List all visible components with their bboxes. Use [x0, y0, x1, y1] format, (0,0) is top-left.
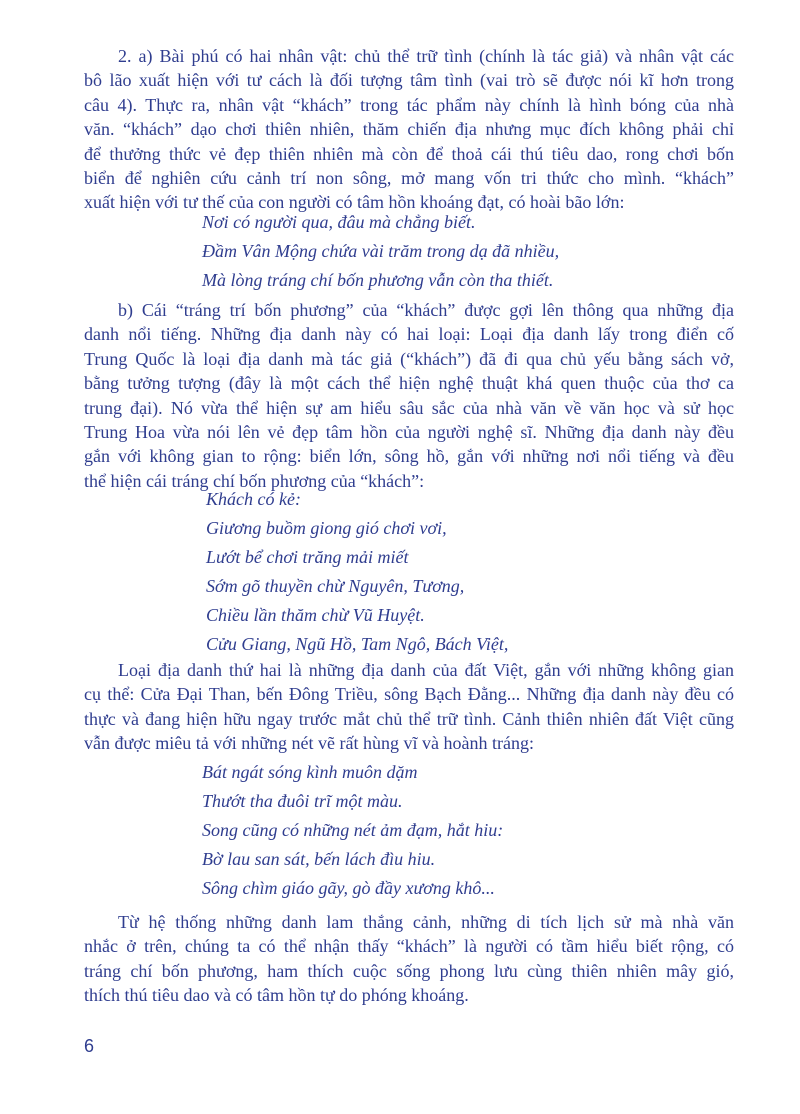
- paragraph-line: câu 4). Thực ra, nhân vật “khách” trong tác phẩm này chính là hình bóng của nhà: [84, 94, 734, 115]
- poem-line: Sông chìm giáo gãy, gò đầy xương khô...: [202, 878, 495, 898]
- poem-line: Bát ngát sóng kình muôn dặm: [202, 762, 418, 782]
- paragraph-line: văn. “khách” dạo chơi thiên nhiên, thăm chiến địa nhưng mục đích không phải chỉ: [84, 119, 734, 140]
- paragraph-conclusion: [84, 910, 734, 1008]
- paragraph-2b: [84, 298, 734, 493]
- page-number: 6: [84, 1036, 95, 1056]
- paragraph-line: thích thú tiêu dao và có tâm hồn tự do phóng khoáng.: [84, 985, 469, 1006]
- poem-line: Bờ lau san sát, bến lách đìu hiu.: [202, 849, 436, 869]
- paragraph-line: Từ hệ thống những danh lam thắng cảnh, những di tích lịch sử mà nhà văn: [118, 912, 734, 932]
- poem-line: Giương buồm giong gió chơi vơi,: [206, 518, 447, 538]
- paragraph-line: thực và đang hiện hữu ngay trước mắt chủ thể trữ tình. Cảnh thiên nhiên đất Việt cũng: [84, 708, 734, 729]
- poem-line: Cửu Giang, Ngũ Hồ, Tam Ngô, Bách Việt,: [206, 634, 509, 654]
- paragraph-line: xuất hiện với tư thế của con người có tâm hồn khoáng đạt, có hoài bão lớn:: [84, 192, 625, 213]
- paragraph-line: biển để nghiên cứu cảnh trí non sông, mở mang vốn tri thức cho mình. “khách”: [84, 168, 734, 189]
- poem-line: Nơi có người qua, đâu mà chẳng biết.: [202, 212, 476, 232]
- poem-line: Lướt bể chơi trăng mải miết: [206, 547, 409, 567]
- poem-line: Chiều lần thăm chừ Vũ Huyệt.: [206, 605, 425, 625]
- paragraph-line: Trung Hoa vừa nói lên vẻ đẹp tâm hồn của người nghệ sĩ. Những địa danh này đều: [84, 422, 734, 443]
- paragraph-line: vẫn được miêu tả với những nét vẽ rất hùng vĩ và hoành tráng:: [84, 733, 534, 754]
- paragraph-line: để thưởng thức vẻ đẹp thiên nhiên mà còn để thoả cái thú tiêu dao, rong chơi bốn: [84, 143, 734, 164]
- poem-line: Đầm Vân Mộng chứa vài trăm trong dạ đã nhiều,: [202, 241, 560, 261]
- poem-line: Khách có kẻ:: [206, 489, 301, 509]
- paragraph-line: bô lão xuất hiện với tư cách là đối tượng tâm tình (vai trò sẽ được nói kĩ hơn trong: [84, 70, 734, 91]
- paragraph-line: gắn với không gian to rộng: biển lớn, sông hồ, gắn với những nơi nổi tiếng và đều: [84, 446, 734, 467]
- paragraph-2a: [84, 44, 734, 215]
- paragraph-line: cụ thể: Cửa Đại Than, bến Đông Triều, sông Bạch Đằng... Những địa danh này đều có: [84, 684, 734, 705]
- paragraph-line: Loại địa danh thứ hai là những địa danh của đất Việt, gắn với những không gian: [118, 660, 734, 680]
- paragraph-line: thể hiện cái tráng chí bốn phương của “khách”:: [84, 470, 425, 491]
- poem-line: Song cũng có những nét ảm đạm, hắt hiu:: [202, 820, 504, 840]
- paragraph-vietnamese-places: [84, 658, 734, 756]
- poem-excerpt-3: [202, 758, 503, 903]
- poem-excerpt-1: [202, 208, 559, 295]
- paragraph-line: tráng chí bốn phương, ham thích cuộc sống phong lưu cùng thiên nhiên mây gió,: [84, 960, 734, 981]
- paragraph-line: 2. a) Bài phú có hai nhân vật: chủ thể trữ tình (chính là tác giả) và nhân vật các: [118, 46, 734, 66]
- paragraph-line: nhắc ở trên, chúng ta có thể nhận thấy “khách” là người có tầm hiểu biết rộng, có: [84, 936, 734, 957]
- paragraph-line: Trung Quốc là loại địa danh mà tác giả (“khách”) đã đi qua chủ yếu bằng sách vở,: [84, 348, 734, 369]
- paragraph-line: trung đại). Nó vừa thể hiện sự am hiểu sâu sắc của nhà văn về văn học và sử học: [84, 397, 734, 418]
- poem-line: Mà lòng tráng chí bốn phương vẫn còn tha thiết.: [202, 270, 554, 290]
- poem-excerpt-2: [206, 485, 508, 659]
- paragraph-line: b) Cái “tráng trí bốn phương” của “khách” được gợi lên thông qua những địa: [118, 300, 734, 320]
- poem-line: Sớm gõ thuyền chừ Nguyên, Tương,: [206, 576, 465, 596]
- paragraph-line: danh nổi tiếng. Những địa danh này có hai loại: Loại địa danh lấy trong điển cố: [84, 324, 734, 345]
- poem-line: Thướt tha đuôi trĩ một màu.: [202, 791, 403, 811]
- paragraph-line: bằng tưởng tượng (đây là một cách thể hiện nghệ thuật khá quen thuộc của thơ ca: [84, 373, 734, 394]
